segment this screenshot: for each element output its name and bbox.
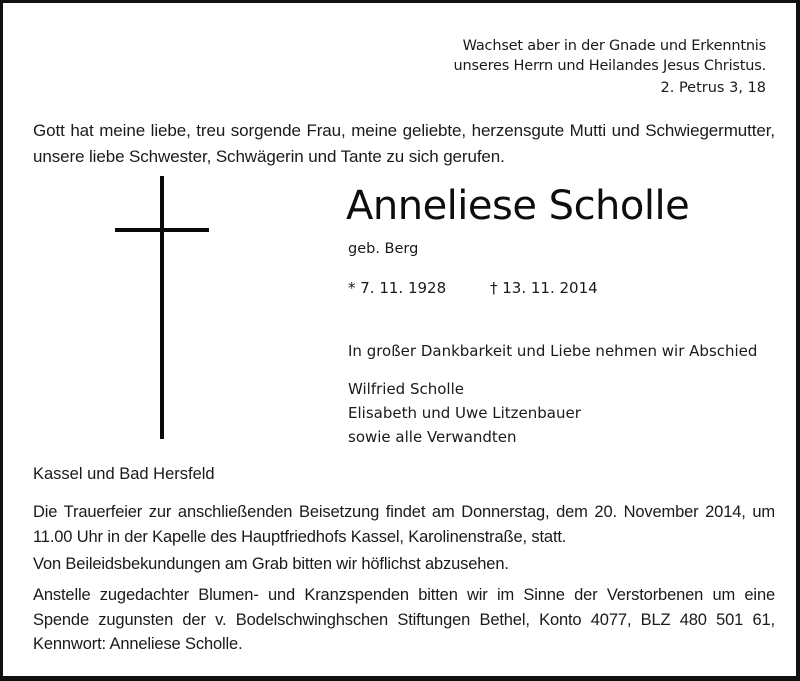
maiden-name: geb. Berg <box>348 241 419 257</box>
birth-date: * 7. 11. 1928 <box>348 279 447 297</box>
cross-vertical-bar <box>160 176 164 439</box>
funeral-info: Die Trauerfeier zur anschließenden Beisetzung findet am Donnerstag, dem 20. November 2014, um 11.00 Uhr in der Kapelle des Hauptfriedhofs Kassel, Karolinenstraße, statt. <box>33 503 775 546</box>
bible-verse-reference: 2. Petrus 3, 18 <box>660 80 766 96</box>
bible-verse-line: Wachset aber in der Gnade und Erkenntnis <box>462 38 766 54</box>
mourner: Wilfried Scholle <box>348 380 464 398</box>
mourners-list <box>348 377 581 449</box>
deceased-name: Anneliese Scholle <box>346 183 690 229</box>
mourner: Elisabeth und Uwe Litzenbauer <box>348 404 581 422</box>
bible-verse-line: unseres Herrn und Heilandes Jesus Christus. <box>453 58 766 74</box>
bible-verse <box>454 36 766 76</box>
cross-horizontal-bar <box>115 228 209 232</box>
condolence-note: Von Beileidsbekundungen am Grab bitten wir höflichst abzusehen. <box>33 555 509 573</box>
death-date: † 13. 11. 2014 <box>490 279 598 297</box>
mourner: sowie alle Verwandten <box>348 428 517 446</box>
donation-note: Anstelle zugedachter Blumen- und Kranzspenden bitten wir im Sinne der Verstorbenen um eine Spende zugunsten der v. Bodelschwinghschen Stiftungen Bethel, Konto 4077, BLZ 480 501 61, Kennwort: Anneliese Scholle. <box>33 586 775 653</box>
farewell-text: In großer Dankbarkeit und Liebe nehmen wir Abschied <box>348 342 758 360</box>
place-text: Kassel und Bad Hersfeld <box>33 465 215 483</box>
intro-text: Gott hat meine liebe, treu sorgende Frau, meine geliebte, herzensgute Mutti und Schwiegermutter, unsere liebe Schwester, Schwägerin und Tante zu sich gerufen. <box>33 121 775 166</box>
